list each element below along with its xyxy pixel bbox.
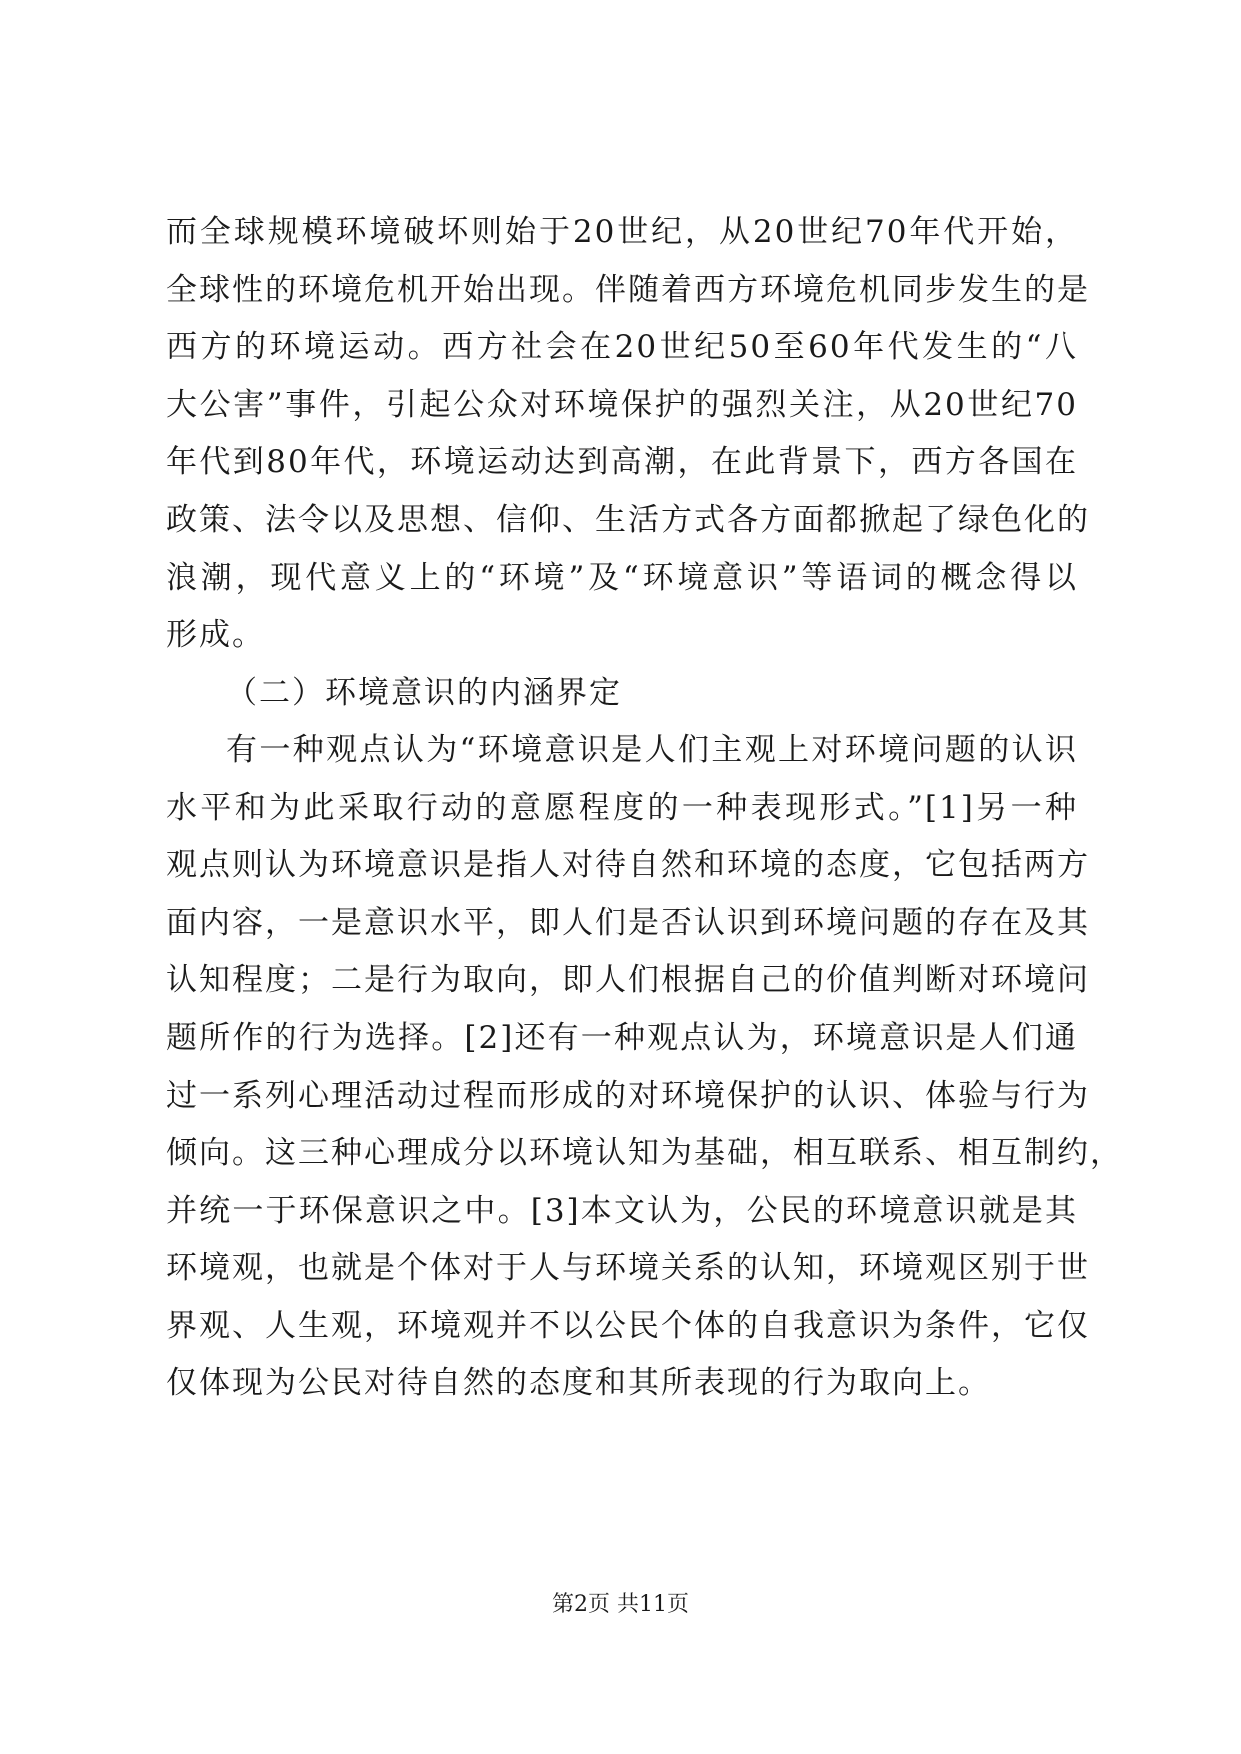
body-line: 仅体现为公民对待自然的态度和其所表现的行为取向上。 (166, 1365, 991, 1401)
body-line: 有一种观点认为“环境意识是人们主观上对环境问题的认识 (226, 732, 1078, 768)
body-line: 政策、法令以及思想、信仰、生活方式各方面都掀起了绿色化的 (166, 502, 1090, 538)
body-line: 而全球规模环境破坏则始于20世纪，从20世纪70年代开始， (166, 214, 1078, 250)
body-line: 面内容，一是意识水平，即人们是否认识到环境问题的存在及其 (166, 905, 1090, 941)
body-line: 大公害”事件，引起公众对环境保护的强烈关注，从20世纪70 (166, 387, 1078, 423)
body-line: 界观、人生观，环境观并不以公民个体的自我意识为条件，它仅 (166, 1308, 1090, 1344)
body-line: 并统一于环保意识之中。[3]本文认为，公民的环境意识就是其 (166, 1193, 1078, 1229)
page-number: 第2页 共11页 (552, 1592, 689, 1617)
body-line: 水平和为此采取行动的意愿程度的一种表现形式。”[1]另一种 (166, 790, 1078, 826)
body-line: 题所作的行为选择。[2]还有一种观点认为，环境意识是人们通 (166, 1020, 1078, 1056)
body-line: 年代到80年代，环境运动达到高潮，在此背景下，西方各国在 (166, 444, 1078, 480)
body-line: 倾向。这三种心理成分以环境认知为基础，相互联系、相互制约， (166, 1135, 1123, 1171)
body-line: 过一系列心理活动过程而形成的对环境保护的认识、体验与行为 (166, 1078, 1090, 1114)
body-line: 西方的环境运动。西方社会在20世纪50至60年代发生的“八 (166, 329, 1078, 365)
body-line: 环境观，也就是个体对于人与环境关系的认知，环境观区别于世 (166, 1250, 1090, 1286)
body-line: 观点则认为环境意识是指人对待自然和环境的态度，它包括两方 (166, 847, 1090, 883)
body-line: 形成。 (166, 617, 265, 653)
section-heading: （二）环境意识的内涵界定 (226, 675, 622, 711)
body-line: 全球性的环境危机开始出现。伴随着西方环境危机同步发生的是 (166, 272, 1090, 308)
body-line: 浪潮，现代意义上的“环境”及“环境意识”等语词的概念得以 (166, 560, 1078, 596)
body-line: 认知程度；二是行为取向，即人们根据自己的价值判断对环境问 (166, 962, 1090, 998)
